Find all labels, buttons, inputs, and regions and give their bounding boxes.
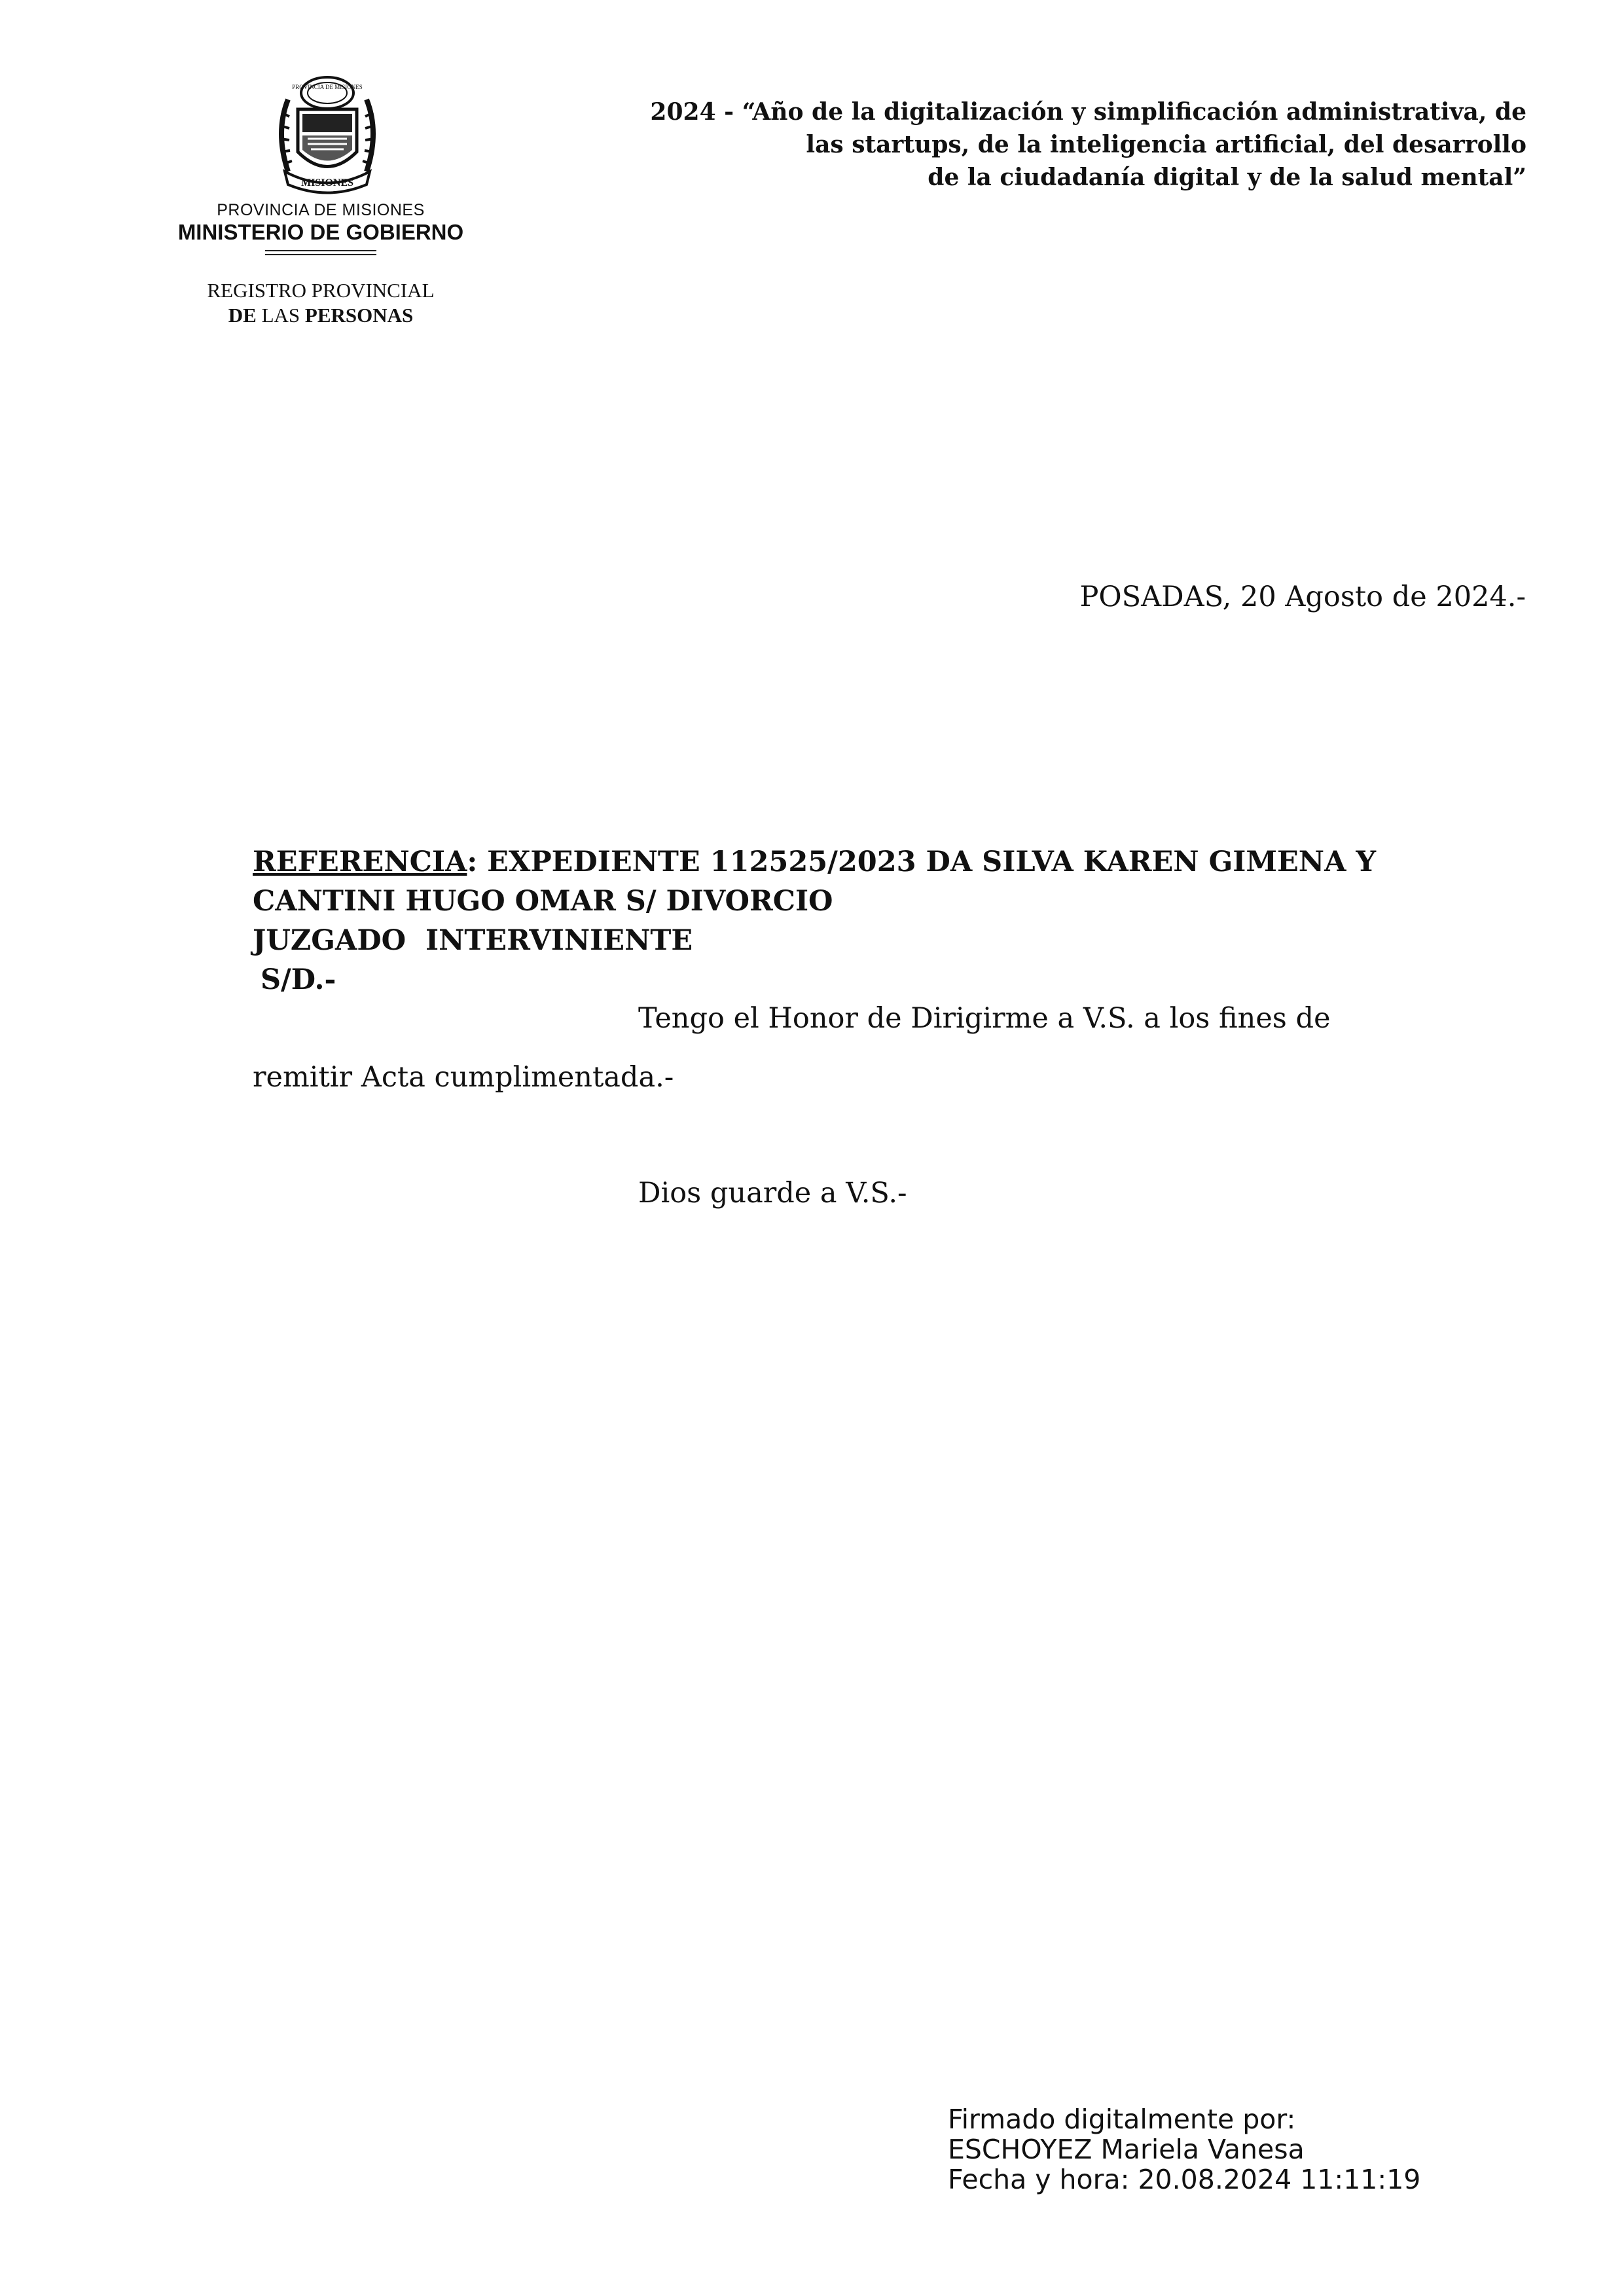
- motto-line-1: 2024 - “Año de la digitalización y simplificación administrativa, de: [650, 98, 1526, 126]
- reference-line-1: [253, 842, 1529, 882]
- registry-name: [164, 278, 478, 328]
- registry-line-1: REGISTRO PROVINCIAL: [207, 279, 435, 302]
- body-line-2: remitir Acta cumplimentada.-: [253, 1061, 674, 1094]
- ministry-name: MINISTERIO DE GOBIERNO: [177, 220, 464, 244]
- province-name: PROVINCIA DE MISIONES: [217, 201, 425, 219]
- signature-line-1: Firmado digitalmente por:: [948, 2104, 1296, 2135]
- provincial-seal-icon: [262, 73, 393, 198]
- seal-ribbon-text: MISIONES: [300, 177, 354, 188]
- ministry-block: [164, 200, 478, 258]
- seal-top-text: PROVINCIA DE MISIONES: [292, 84, 363, 90]
- reference-line-3: JUZGADO INTERVINIENTE: [253, 924, 693, 957]
- reference-line-4: S/D.-: [261, 963, 336, 996]
- digital-signature: [948, 2104, 1537, 2195]
- body-line-1: Tengo el Honor de Dirigirme a V.S. a los fines de: [638, 1002, 1331, 1035]
- reference-line-2: CANTINI HUGO OMAR S/ DIVORCIO: [253, 885, 833, 918]
- official-year-motto: [537, 96, 1526, 194]
- closing-line: Dios guarde a V.S.-: [638, 1177, 907, 1210]
- registry-line-2: DE LAS PERSONAS: [228, 304, 414, 327]
- ministry-divider: [265, 250, 376, 255]
- signature-signer: ESCHOYEZ Mariela Vanesa: [948, 2134, 1305, 2165]
- place-date: POSADAS, 20 Agosto de 2024.-: [1079, 581, 1526, 613]
- reference-case: : EXPEDIENTE 112525/2023 DA SILVA KAREN GIMENA Y: [467, 846, 1377, 878]
- signature-datetime: Fecha y hora: 20.08.2024 11:11:19: [948, 2164, 1421, 2195]
- reference-label: REFERENCIA: [253, 846, 467, 878]
- motto-line-3: de la ciudadanía digital y de la salud mental”: [928, 164, 1526, 191]
- motto-line-2: las startups, de la inteligencia artificial, del desarrollo: [806, 131, 1526, 158]
- reference-block: [253, 842, 1529, 999]
